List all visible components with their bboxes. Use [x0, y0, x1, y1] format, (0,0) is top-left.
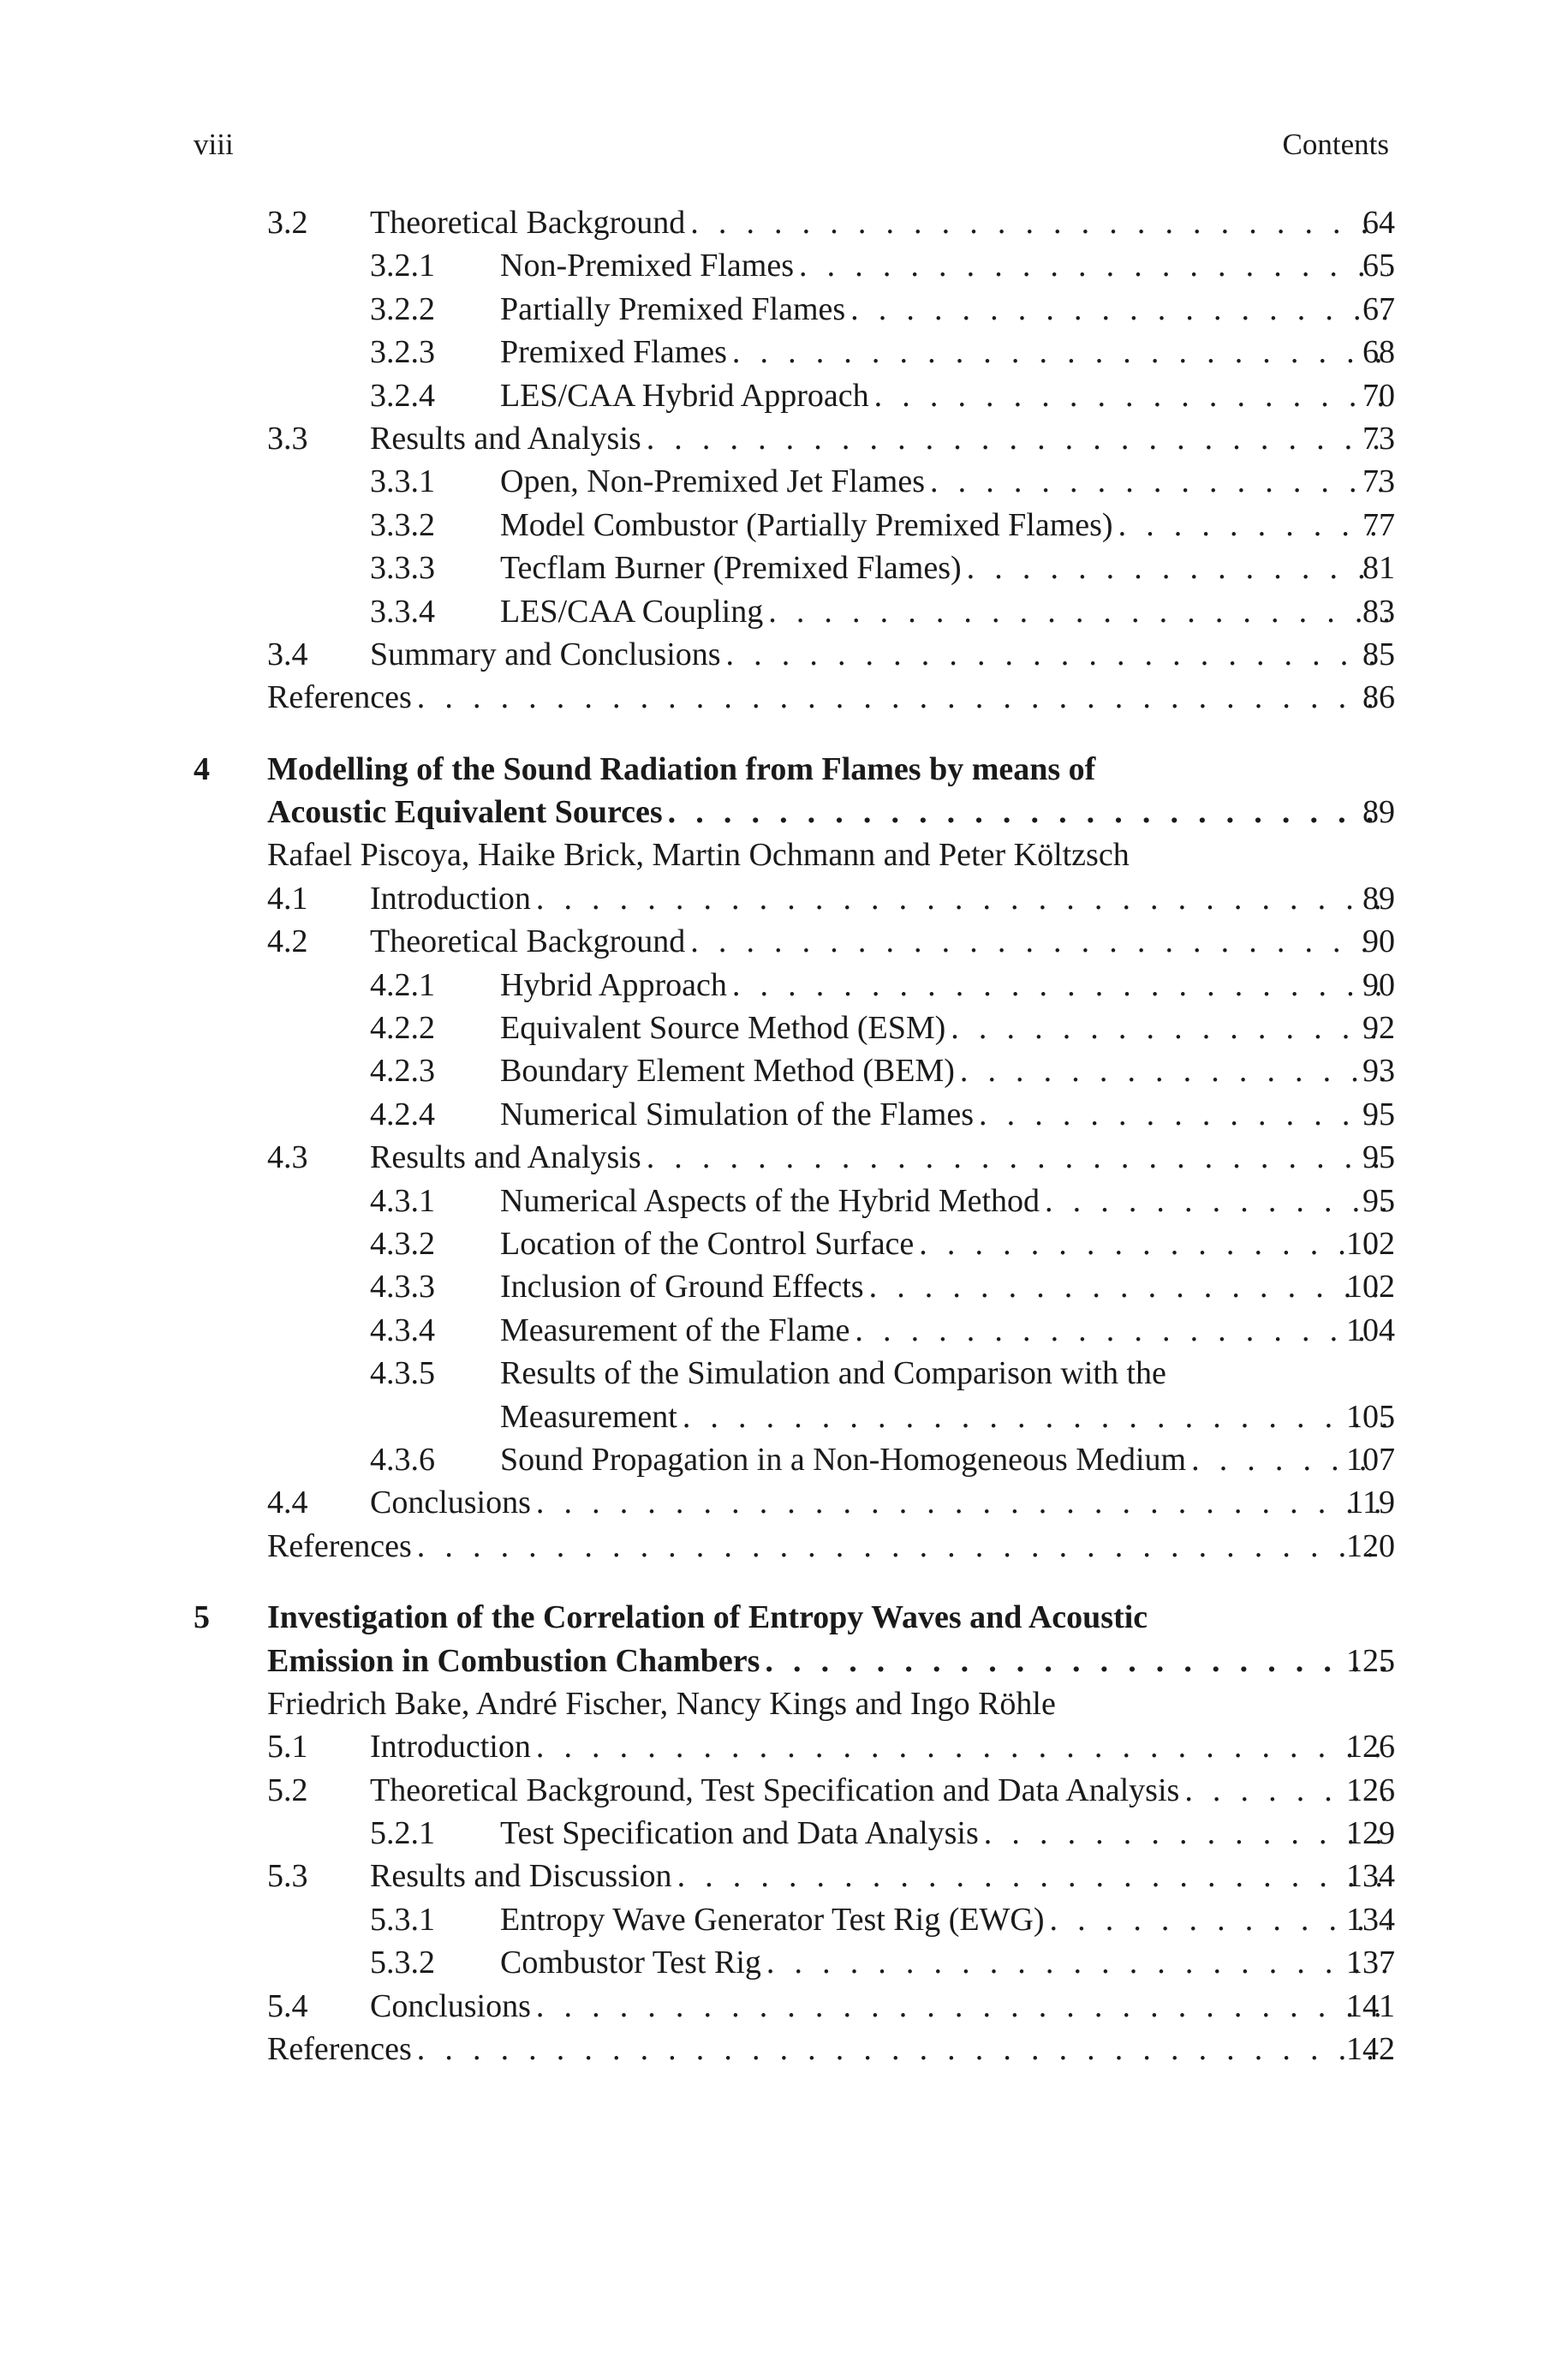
chapter-authors: Rafael Piscoya, Haike Brick, Martin Ochmann and Peter Költzsch — [267, 837, 1130, 874]
dot-leader — [726, 633, 1388, 676]
dot-leader — [930, 460, 1388, 503]
toc-entry-page: 81 — [1362, 550, 1395, 587]
toc-entry[interactable] — [0, 460, 1568, 503]
toc-entry-page: 102 — [1346, 1269, 1395, 1306]
toc-entry-title: Summary and Conclusions — [370, 636, 721, 672]
toc-entry-title: Results and Analysis — [370, 420, 641, 457]
toc-entry-number: 3.2 — [267, 205, 308, 241]
toc-entry-number: 4.3.2 — [370, 1225, 435, 1262]
toc-entry-title-cell — [500, 288, 1395, 331]
toc-entry-number: 3.4 — [267, 636, 308, 672]
toc-entry[interactable] — [0, 748, 1568, 791]
toc-entry-title-cell — [500, 1309, 1395, 1352]
toc-entry-page: 129 — [1346, 1815, 1395, 1852]
toc-entry-title-cell — [500, 460, 1395, 503]
toc-entry-title-cell — [500, 374, 1395, 417]
toc-entry-title-cell — [500, 1093, 1395, 1136]
toc-entry-page: 89 — [1362, 794, 1395, 831]
toc-entry-page: 73 — [1362, 463, 1395, 500]
toc-entry[interactable] — [0, 1525, 1568, 1568]
toc-entry[interactable] — [0, 1812, 1568, 1855]
toc-entry-title-cell — [500, 1812, 1395, 1855]
toc-entry-title: Inclusion of Ground Effects — [500, 1269, 864, 1306]
toc-entry-title-cell — [500, 1395, 1395, 1438]
toc-entry-page: 89 — [1362, 880, 1395, 917]
toc-entry-title-cell — [500, 244, 1395, 287]
toc-entry-number: 5.4 — [267, 1987, 308, 2024]
toc-entry[interactable] — [0, 920, 1568, 963]
toc-entry-number: 4.2.2 — [370, 1010, 435, 1047]
toc-entry-title-cell — [267, 1596, 1568, 1639]
dot-leader — [683, 1395, 1388, 1438]
toc-entry-number: 5.1 — [267, 1729, 308, 1766]
toc-entry-page: 107 — [1346, 1441, 1395, 1478]
toc-entry-title: Modelling of the Sound Radiation from Flames by means of — [267, 750, 1096, 787]
toc-entry[interactable] — [0, 1682, 1568, 1725]
toc-entry-page: 137 — [1346, 1945, 1395, 1981]
toc-entry-title-cell — [500, 547, 1395, 589]
toc-entry-title: Introduction — [370, 1729, 531, 1766]
toc-entry-number: 3.3 — [267, 420, 308, 457]
dot-leader — [536, 1481, 1388, 1524]
toc-entry[interactable] — [0, 1222, 1568, 1265]
chapter-gap — [0, 720, 1568, 748]
page-number: viii — [194, 128, 234, 161]
toc-entry-title-cell — [370, 1769, 1395, 1812]
toc-entry-title: Location of the Control Surface — [500, 1225, 915, 1262]
toc-entry-title-cell — [370, 1481, 1395, 1524]
toc-entry-title-cell — [370, 920, 1395, 963]
toc-entry[interactable] — [0, 547, 1568, 589]
toc-entry[interactable] — [0, 633, 1568, 676]
toc-entry-page: 68 — [1362, 334, 1395, 371]
toc-entry-title: Measurement of the Flame — [500, 1311, 850, 1348]
toc-entry[interactable] — [0, 1769, 1568, 1812]
toc-entry-number: 3.2.3 — [370, 334, 435, 371]
toc-entry-number: 4.4 — [267, 1485, 308, 1521]
toc-entry-page: 134 — [1346, 1858, 1395, 1895]
dot-leader — [951, 1007, 1388, 1049]
toc-entry[interactable] — [0, 244, 1568, 287]
dot-leader — [960, 1049, 1388, 1092]
toc-entry[interactable] — [0, 374, 1568, 417]
toc-entry-number: 5.3.1 — [370, 1901, 435, 1938]
dot-leader — [647, 1136, 1388, 1179]
toc-entry-number: 3.2.1 — [370, 248, 435, 284]
toc-entry-title: Results and Analysis — [370, 1139, 641, 1176]
toc-entry-title-cell — [370, 1725, 1395, 1768]
toc-entry-title-cell — [370, 1855, 1395, 1897]
toc-entry-page: 102 — [1346, 1225, 1395, 1262]
dot-leader — [768, 590, 1388, 633]
toc-entry-title: References — [267, 1527, 412, 1564]
dot-leader — [967, 547, 1388, 589]
toc-entry[interactable] — [0, 833, 1568, 876]
toc-entry[interactable] — [0, 1136, 1568, 1179]
toc-entry-title: Results of the Simulation and Comparison with the — [500, 1355, 1166, 1392]
toc-entry-title-cell — [267, 1525, 1395, 1568]
toc-entry-title: Sound Propagation in a Non-Homogeneous Medium — [500, 1441, 1187, 1478]
dot-leader — [647, 417, 1388, 460]
toc-entry-title-cell — [500, 331, 1395, 373]
dot-leader — [855, 1309, 1388, 1352]
toc-entry-title-cell — [500, 504, 1395, 547]
toc-entry-title-cell — [370, 201, 1395, 244]
toc-entry-page: 65 — [1362, 248, 1395, 284]
dot-leader — [765, 1640, 1388, 1682]
toc-entry[interactable] — [0, 201, 1568, 244]
toc-entry-title: Hybrid Approach — [500, 966, 727, 1003]
toc-entry-number: 4.3 — [267, 1139, 308, 1176]
toc-entry-title: References — [267, 679, 412, 716]
chapter-authors: Friedrich Bake, André Fischer, Nancy Kings and Ingo Röhle — [267, 1685, 1056, 1722]
toc-entry-title: Tecflam Burner (Premixed Flames) — [500, 550, 962, 587]
toc-entry-title: Boundary Element Method (BEM) — [500, 1053, 955, 1090]
table-of-contents — [0, 201, 1568, 2070]
toc-entry-title-cell — [500, 964, 1395, 1007]
toc-entry[interactable] — [0, 1481, 1568, 1524]
toc-entry-number: 3.3.4 — [370, 593, 435, 630]
toc-entry[interactable] — [0, 1352, 1568, 1395]
toc-entry-number: 3.3.1 — [370, 463, 435, 500]
toc-entry-number: 5.3 — [267, 1858, 308, 1895]
toc-entry-title: Open, Non-Premixed Jet Flames — [500, 463, 926, 500]
toc-entry-number: 5.2.1 — [370, 1815, 435, 1852]
toc-entry-title: References — [267, 2031, 412, 2068]
toc-entry-number: 5.3.2 — [370, 1945, 435, 1981]
toc-entry-title-cell — [267, 748, 1568, 791]
toc-entry-title-cell — [267, 833, 1568, 876]
toc-entry[interactable] — [0, 676, 1568, 719]
toc-entry-title: LES/CAA Coupling — [500, 593, 764, 630]
toc-entry-number: 4.1 — [267, 880, 308, 917]
toc-entry-title: Numerical Aspects of the Hybrid Method — [500, 1182, 1040, 1219]
toc-entry-title: Measurement — [500, 1398, 677, 1435]
chapter-gap — [0, 1568, 1568, 1596]
dot-leader — [919, 1222, 1388, 1265]
toc-entry-number: 5 — [194, 1599, 210, 1636]
toc-entry-page: 73 — [1362, 420, 1395, 457]
toc-entry[interactable] — [0, 1049, 1568, 1092]
dot-leader — [850, 288, 1388, 331]
dot-leader — [732, 331, 1388, 373]
toc-entry-title: LES/CAA Hybrid Approach — [500, 377, 869, 414]
toc-entry-page: 95 — [1362, 1182, 1395, 1219]
toc-entry-title-cell — [267, 1682, 1568, 1725]
toc-entry-page: 125 — [1346, 1642, 1395, 1679]
toc-entry-number: 4.2 — [267, 923, 308, 960]
toc-entry[interactable] — [0, 590, 1568, 633]
dot-leader — [799, 244, 1388, 287]
toc-entry-title-cell — [500, 1265, 1395, 1308]
toc-entry-page: 86 — [1362, 679, 1395, 716]
toc-entry[interactable] — [0, 417, 1568, 460]
toc-entry[interactable] — [0, 1395, 1568, 1438]
toc-entry[interactable] — [0, 1941, 1568, 1984]
toc-entry-title: Conclusions — [370, 1485, 531, 1521]
toc-entry-title-cell — [500, 1049, 1395, 1092]
toc-entry-number: 4.2.3 — [370, 1053, 435, 1090]
toc-entry-title-cell — [267, 2028, 1395, 2070]
toc-entry[interactable] — [0, 2028, 1568, 2070]
dot-leader — [1050, 1898, 1388, 1941]
toc-entry[interactable] — [0, 964, 1568, 1007]
toc-entry-title-cell — [267, 676, 1395, 719]
toc-entry-title: Numerical Simulation of the Flames — [500, 1096, 975, 1132]
toc-entry-page: 134 — [1346, 1901, 1395, 1938]
toc-entry[interactable] — [0, 331, 1568, 373]
toc-entry-page: 90 — [1362, 923, 1395, 960]
toc-entry[interactable] — [0, 1855, 1568, 1897]
toc-entry[interactable] — [0, 504, 1568, 547]
toc-entry-title: Emission in Combustion Chambers — [267, 1642, 760, 1679]
toc-entry-page: 126 — [1346, 1729, 1395, 1766]
toc-entry-page: 83 — [1362, 593, 1395, 630]
toc-entry-title: Theoretical Background — [370, 923, 686, 960]
toc-entry-title: Theoretical Background, Test Specification and Data Analysis — [370, 1772, 1180, 1808]
toc-entry-number: 3.3.2 — [370, 506, 435, 543]
toc-entry-page: 93 — [1362, 1053, 1395, 1090]
toc-entry-number: 5.2 — [267, 1772, 308, 1808]
toc-entry[interactable] — [0, 877, 1568, 920]
toc-entry-title-cell — [500, 1222, 1395, 1265]
toc-entry-page: 126 — [1346, 1772, 1395, 1808]
dot-leader — [536, 1725, 1388, 1768]
dot-leader — [417, 676, 1388, 719]
toc-entry-page: 120 — [1346, 1527, 1395, 1564]
toc-entry-page: 92 — [1362, 1010, 1395, 1047]
toc-entry[interactable] — [0, 1438, 1568, 1481]
toc-entry-title-cell — [267, 791, 1395, 833]
toc-entry-title: Investigation of the Correlation of Entropy Waves and Acoustic — [267, 1599, 1148, 1636]
toc-entry[interactable] — [0, 1180, 1568, 1222]
dot-leader — [979, 1093, 1388, 1136]
toc-entry-title-cell — [500, 1438, 1395, 1481]
toc-entry-number: 3.3.3 — [370, 550, 435, 587]
toc-entry-title: Introduction — [370, 880, 531, 917]
toc-entry-page: 90 — [1362, 966, 1395, 1003]
dot-leader — [984, 1812, 1388, 1855]
toc-entry-page: 64 — [1362, 205, 1395, 241]
toc-entry-title-cell — [500, 1941, 1395, 1984]
dot-leader — [690, 920, 1388, 963]
toc-entry-page: 141 — [1346, 1987, 1395, 2024]
dot-leader — [690, 201, 1388, 244]
toc-entry-page: 95 — [1362, 1139, 1395, 1176]
toc-entry[interactable] — [0, 1309, 1568, 1352]
toc-entry-title-cell — [370, 1985, 1395, 2028]
toc-entry-page: 77 — [1362, 506, 1395, 543]
toc-entry[interactable] — [0, 1007, 1568, 1049]
dot-leader — [536, 877, 1388, 920]
dot-leader — [668, 791, 1388, 833]
dot-leader — [417, 2028, 1388, 2070]
toc-entry[interactable] — [0, 1265, 1568, 1308]
toc-entry-page: 67 — [1362, 290, 1395, 327]
toc-entry-number: 4.3.6 — [370, 1441, 435, 1478]
dot-leader — [732, 964, 1388, 1007]
toc-entry-title: Equivalent Source Method (ESM) — [500, 1010, 946, 1047]
toc-entry-page: 95 — [1362, 1096, 1395, 1132]
toc-entry[interactable] — [0, 1985, 1568, 2028]
toc-entry-number: 4.2.4 — [370, 1096, 435, 1132]
dot-leader — [417, 1525, 1388, 1568]
toc-entry-number: 4 — [194, 750, 210, 787]
toc-entry-page: 104 — [1346, 1311, 1395, 1348]
toc-entry-title: Test Specification and Data Analysis — [500, 1815, 979, 1852]
dot-leader — [1045, 1180, 1388, 1222]
toc-entry-title: Acoustic Equivalent Sources — [267, 794, 663, 831]
toc-entry-title: Model Combustor (Partially Premixed Flames) — [500, 506, 1113, 543]
toc-entry-title-cell — [370, 417, 1395, 460]
toc-entry-page: 70 — [1362, 377, 1395, 414]
dot-leader — [874, 374, 1388, 417]
toc-entry-title-cell — [500, 1007, 1395, 1049]
toc-entry-title-cell — [370, 877, 1395, 920]
toc-entry-title-cell — [370, 1136, 1395, 1179]
dot-leader — [766, 1941, 1388, 1984]
toc-entry-page: 105 — [1346, 1398, 1395, 1435]
toc-entry[interactable] — [0, 1898, 1568, 1941]
toc-entry-page: 142 — [1346, 2031, 1395, 2068]
toc-entry-title: Theoretical Background — [370, 205, 686, 241]
toc-entry-title-cell — [500, 1352, 1568, 1395]
toc-entry-title: Non-Premixed Flames — [500, 248, 795, 284]
toc-entry-number: 4.3.3 — [370, 1269, 435, 1306]
toc-entry-page: 119 — [1347, 1485, 1395, 1521]
toc-entry[interactable] — [0, 1093, 1568, 1136]
dot-leader — [536, 1985, 1388, 2028]
toc-entry-title-cell — [267, 1640, 1395, 1682]
toc-entry-number: 4.3.4 — [370, 1311, 435, 1348]
toc-entry-title-cell — [500, 590, 1395, 633]
toc-entry-number: 3.2.2 — [370, 290, 435, 327]
toc-entry-number: 4.2.1 — [370, 966, 435, 1003]
toc-entry-page: 85 — [1362, 636, 1395, 672]
toc-entry[interactable] — [0, 1596, 1568, 1639]
toc-entry-number: 3.2.4 — [370, 377, 435, 414]
toc-entry[interactable] — [0, 791, 1568, 833]
toc-entry-title: Partially Premixed Flames — [500, 290, 846, 327]
toc-entry[interactable] — [0, 1640, 1568, 1682]
toc-entry-number: 4.3.1 — [370, 1182, 435, 1219]
toc-entry-title: Premixed Flames — [500, 334, 727, 371]
running-title: Contents — [1282, 128, 1389, 161]
toc-entry-title-cell — [500, 1180, 1395, 1222]
dot-leader — [677, 1855, 1388, 1897]
toc-entry-title: Combustor Test Rig — [500, 1945, 761, 1981]
toc-entry-title-cell — [500, 1898, 1395, 1941]
toc-entry-title: Conclusions — [370, 1987, 531, 2024]
toc-entry-title: Results and Discussion — [370, 1858, 672, 1895]
toc-entry-number: 4.3.5 — [370, 1355, 435, 1392]
toc-entry-title: Entropy Wave Generator Test Rig (EWG) — [500, 1901, 1045, 1938]
toc-entry[interactable] — [0, 288, 1568, 331]
toc-entry-title-cell — [370, 633, 1395, 676]
dot-leader — [1118, 504, 1388, 547]
toc-entry[interactable] — [0, 1725, 1568, 1768]
dot-leader — [869, 1265, 1388, 1308]
